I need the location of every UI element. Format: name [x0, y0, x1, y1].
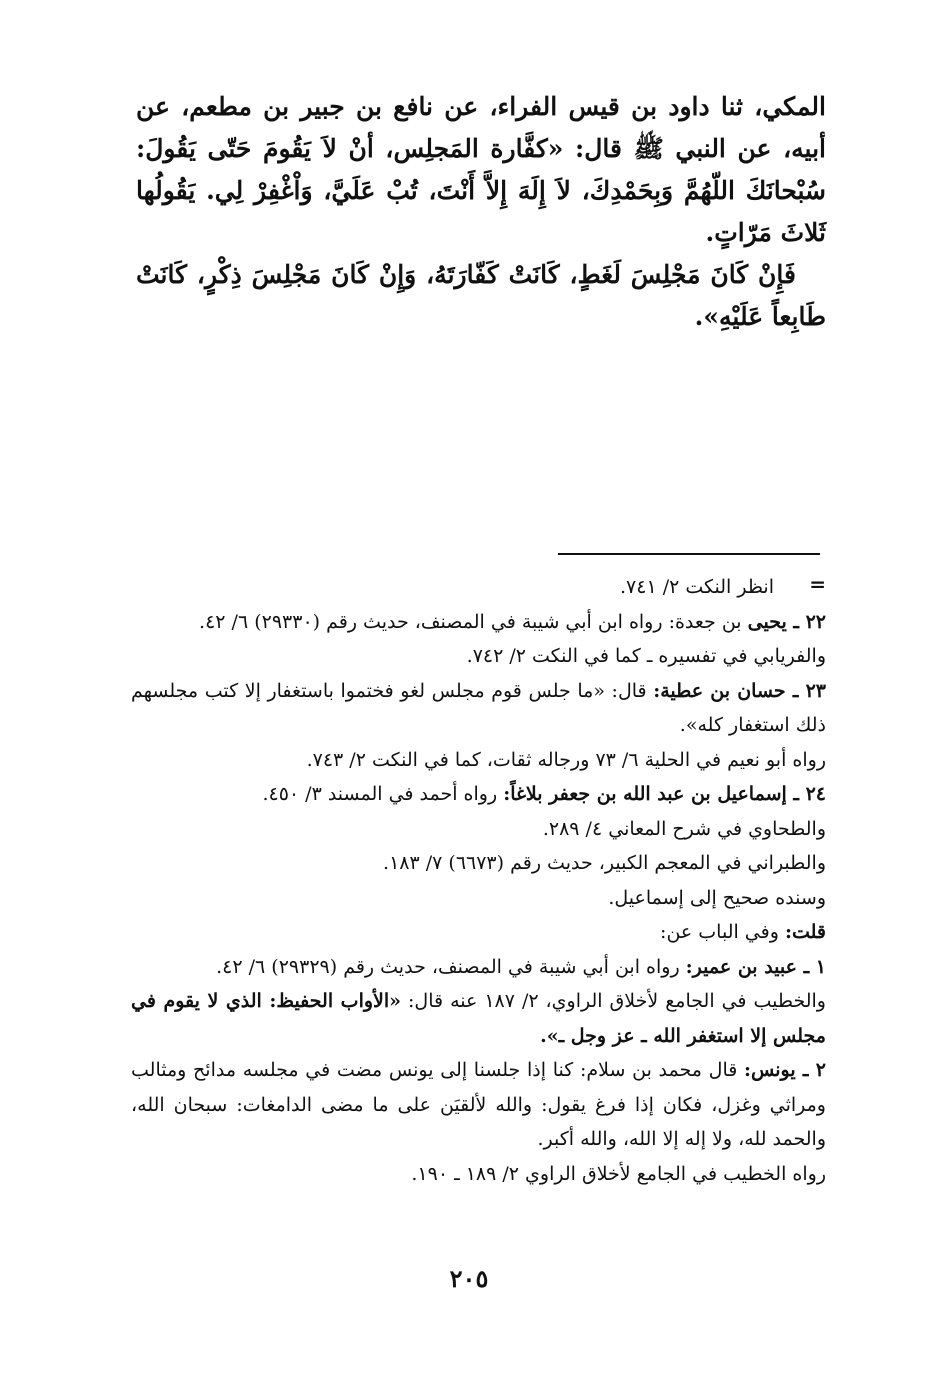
- bab-item-2-extra: رواه الخطيب في الجامع لأخلاق الراوي ٢/ ١٨٩ ـ ١٩٠.: [411, 1162, 826, 1185]
- footnote-22-body: بن جعدة: رواه ابن أبي شيبة في المصنف، حديث رقم (٢٩٣٣٠) ٦/ ٤٢.: [199, 610, 742, 633]
- footnote-24-body: رواه أحمد في المسند ٣/ ٤٥٠.: [262, 783, 498, 805]
- footnote-23-head: ٢٣ ـ حسان بن عطية:: [653, 679, 826, 702]
- bab-item-1: [131, 950, 826, 985]
- bab-item-1-extra: [131, 984, 826, 1053]
- continuation-mark: =: [809, 572, 826, 596]
- footnote-24: [131, 777, 826, 812]
- qult-head: قلت:: [784, 921, 826, 943]
- footnote-ref-line: انظر النكت ٢/ ٧٤١.: [619, 576, 774, 598]
- footnote-24-extra-3: وسنده صحيح إلى إسماعيل.: [608, 886, 826, 909]
- main-text: [136, 86, 826, 338]
- footnote-24-extra-2: والطبراني في المعجم الكبير، حديث رقم (٦٦٧٣) ٧/ ١٨٣.: [383, 852, 826, 874]
- main-paragraph-1: المكي، ثنا داود بن قيس الفراء، عن نافع بن جبير بن مطعم، عن أبيه، عن النبي ﷺ قال: «كفَّارة المَجلِس، أنْ لاَ يَقُومَ حَتّى يَقُولَ: سُبْحانَكَ اللّهُمَّ وَبِحَمْدِكَ، لاَ إِلَهَ إِلاَّ أَنْتَ، تُبْ عَلَيَّ، وَاْغْفِرْ لِي. يَقُولُها ثَلاثَ مَرّاتٍ.: [136, 92, 826, 247]
- qult-body: وفي الباب عن:: [660, 921, 779, 943]
- footnote-23: [131, 674, 826, 743]
- footnote-22-head: ٢٢ ـ يحيى: [747, 610, 826, 633]
- bab-item-1-extra-b: «الأواب الحفيظ: الذي لا يقوم في مجلس إلا استغفر الله ـ عز وجل ـ».: [131, 990, 826, 1047]
- footnote-24-head: ٢٤ ـ إسماعيل بن عبد الله بن جعفر بلاغاً:: [503, 783, 826, 805]
- bab-item-1-head: ١ ـ عبيد بن عمير:: [685, 955, 826, 978]
- bab-item-1-extra-a: والخطيب في الجامع لأخلاق الراوي، ٢/ ١٨٧ عنه قال:: [408, 990, 826, 1012]
- bab-item-2-body: قال محمد بن سلام: كنا إذا جلسنا إلى يونس مضت في مجلسه مدائح ومثالب ومراثي وغزل، فكان إذا فرغ يقول: والله لألقيَن على ما مضى الدامغات: سبحان الله، والحمد لله، ولا إله إلا الله، والله أكبر.: [131, 1059, 826, 1150]
- footnote-23-body: قال: «ما جلس قوم مجلس لغو فختموا باستغفار إلا كتب مجلسهم ذلك استغفار كله».: [131, 679, 826, 736]
- footnotes: [131, 570, 826, 1191]
- footnote-23-extra: رواه أبو نعيم في الحلية ٦/ ٧٣ ورجاله ثقات، كما في النكت ٢/ ٧٤٣.: [306, 748, 826, 771]
- bab-item-2: [131, 1053, 826, 1157]
- footnote-22-extra: والفريابي في تفسيره ـ كما في النكت ٢/ ٧٤٢.: [466, 645, 826, 667]
- bab-item-2-head: ٢ ـ يونس:: [744, 1059, 826, 1081]
- page-number: ٢٠٥: [449, 1264, 489, 1293]
- footnote-divider: [558, 553, 820, 555]
- main-paragraph-2: فَإِنْ كَانَ مَجْلِسَ لَغَطٍ، كَانَتْ كَفّارَتَهُ، وَإِنْ كَانَ مَجْلِسَ ذِكْرٍ، كَانَتْ طَابِعاً عَلَيْهِ».: [136, 260, 826, 331]
- footnote-22: [131, 605, 826, 640]
- footnote-24-extra-1: والطحاوي في شرح المعاني ٤/ ٢٨٩.: [542, 817, 826, 840]
- qult-line: [131, 915, 826, 950]
- bab-item-1-body: رواه ابن أبي شيبة في المصنف، حديث رقم (٢٩٣٢٩) ٦/ ٤٢.: [216, 955, 680, 978]
